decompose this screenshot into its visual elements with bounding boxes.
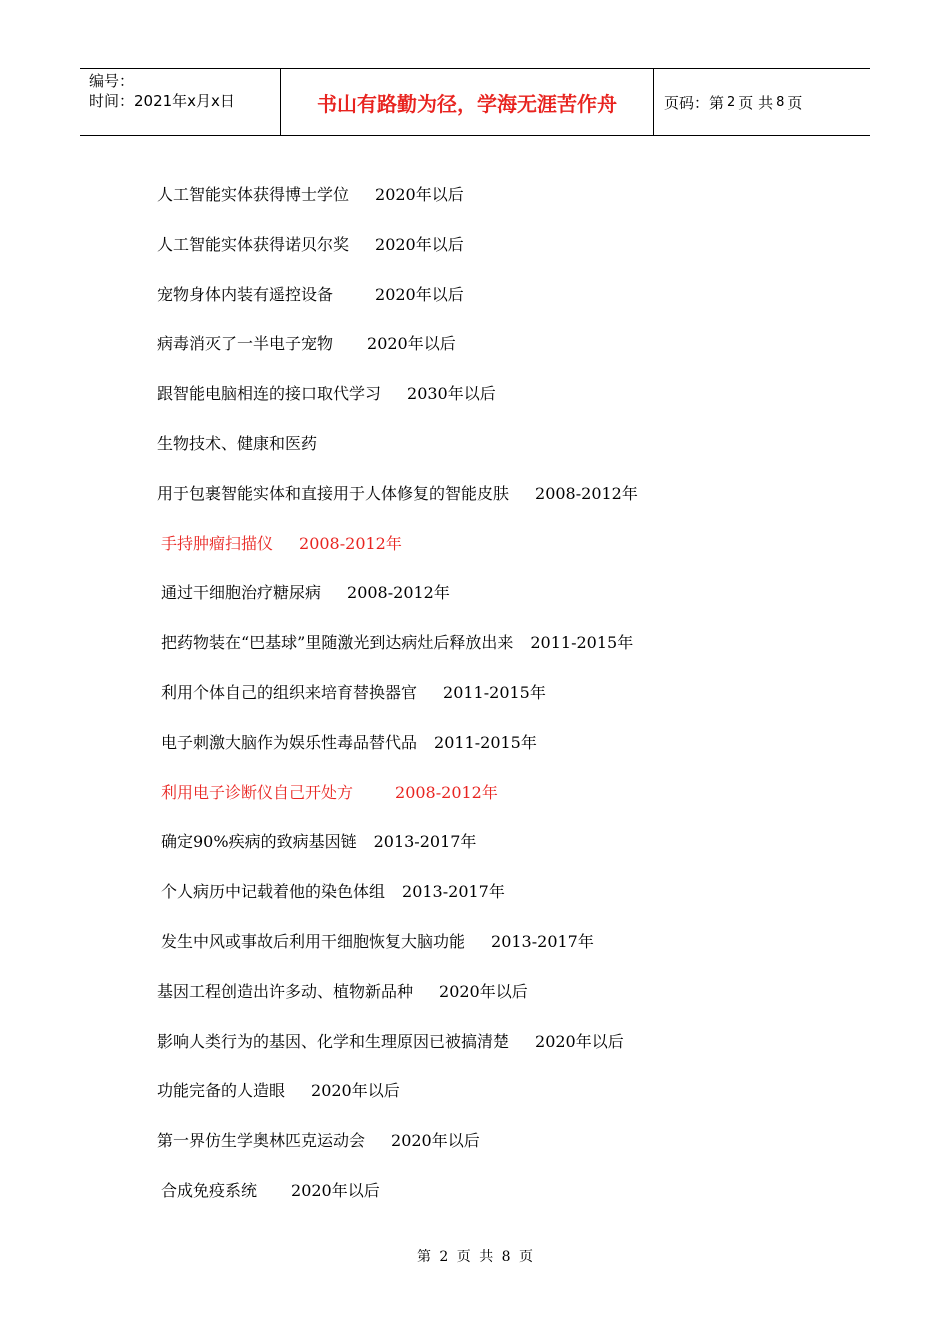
page-mid: 页 共 xyxy=(738,93,774,112)
item-date: 2013-2017年 xyxy=(491,932,594,951)
item-text: 人工智能实体获得博士学位 xyxy=(157,185,350,204)
list-item xyxy=(161,782,498,804)
item-text: 人工智能实体获得诺贝尔奖 xyxy=(157,235,350,254)
list-item xyxy=(157,483,638,505)
list-item xyxy=(161,582,450,604)
page-total: 8 xyxy=(776,94,785,110)
list-item xyxy=(161,533,402,555)
list-item xyxy=(161,881,505,903)
item-text: 基因工程创造出许多动、植物新品种 xyxy=(157,982,414,1001)
item-text: 宠物身体内装有遥控设备 xyxy=(157,285,334,304)
list-item xyxy=(161,931,594,953)
header-page-number xyxy=(654,69,870,135)
header-motto: 书山有路勤为径，学海无涯苦作舟 xyxy=(281,69,654,135)
item-text: 用于包裹智能实体和直接用于人体修复的智能皮肤 xyxy=(157,484,510,503)
item-date: 2020年以后 xyxy=(311,1081,400,1100)
item-date: 2008-2012年 xyxy=(535,484,638,503)
item-date: 2011-2015年 xyxy=(530,633,634,652)
item-text: 手持肿瘤扫描仪 xyxy=(161,534,274,553)
item-text: 第一界仿生学奥林匹克运动会 xyxy=(157,1131,366,1150)
item-date: 2008-2012年 xyxy=(299,534,402,553)
item-text: 生物技术、健康和医药 xyxy=(157,434,318,453)
item-text: 个人病历中记载着他的染色体组 xyxy=(161,882,386,901)
item-text: 利用个体自己的组织来培育替换器官 xyxy=(161,683,418,702)
list-item xyxy=(161,831,476,853)
list-item xyxy=(157,1130,480,1152)
list-item xyxy=(161,682,546,704)
page-prefix: 页码：第 xyxy=(664,93,725,112)
item-text: 发生中风或事故后利用干细胞恢复大脑功能 xyxy=(161,932,466,951)
page-suffix: 页 xyxy=(787,93,803,112)
item-text: 功能完备的人造眼 xyxy=(157,1081,286,1100)
item-text: 影响人类行为的基因、化学和生理原因已被搞清楚 xyxy=(157,1032,510,1051)
item-date: 2013-2017年 xyxy=(373,832,477,851)
item-date: 2008-2012年 xyxy=(395,783,498,802)
list-item xyxy=(157,234,464,256)
item-date: 2020年以后 xyxy=(439,982,528,1001)
item-text: 病毒消灭了一半电子宠物 xyxy=(157,334,334,353)
page-footer: 第 2 页 共 8 页 xyxy=(416,1249,534,1265)
item-text: 电子刺激大脑作为娱乐性毒品替代品 xyxy=(161,733,418,752)
list-item xyxy=(161,1180,380,1202)
list-item xyxy=(157,383,496,405)
list-item xyxy=(161,632,633,654)
item-date: 2011-2015年 xyxy=(434,733,537,752)
list-item xyxy=(157,284,464,306)
item-date: 2020年以后 xyxy=(375,185,464,204)
item-date: 2008-2012年 xyxy=(347,583,450,602)
list-item xyxy=(157,1080,400,1102)
item-text: 确定90%疾病的致病基因链 xyxy=(161,832,357,851)
list-item xyxy=(157,1031,624,1053)
page-current: 2 xyxy=(727,94,736,110)
list-item xyxy=(157,433,317,455)
item-text: 通过干细胞治疗糖尿病 xyxy=(161,583,322,602)
item-date: 2020年以后 xyxy=(291,1181,380,1200)
item-date: 2020年以后 xyxy=(367,334,456,353)
list-item xyxy=(157,981,528,1003)
item-text: 合成免疫系统 xyxy=(161,1181,258,1200)
item-date: 2030年以后 xyxy=(407,384,496,403)
item-date: 2020年以后 xyxy=(375,235,464,254)
document-number-label: 编号： xyxy=(89,72,135,90)
list-item xyxy=(161,732,537,754)
item-text: 跟智能电脑相连的接口取代学习 xyxy=(157,384,382,403)
item-date: 2020年以后 xyxy=(535,1032,624,1051)
list-item xyxy=(157,184,464,206)
item-date: 2013-2017年 xyxy=(402,882,505,901)
list-item xyxy=(157,333,456,355)
item-text: 利用电子诊断仪自己开处方 xyxy=(161,783,354,802)
item-date: 2020年以后 xyxy=(375,285,464,304)
document-date: 时间：2021年x月x日 xyxy=(89,92,235,110)
item-text: 把药物装在“巴基球”里随激光到达病灶后释放出来 xyxy=(161,633,514,652)
header-meta xyxy=(80,69,281,135)
page-header xyxy=(80,68,870,136)
item-date: 2011-2015年 xyxy=(443,683,546,702)
item-date: 2020年以后 xyxy=(391,1131,480,1150)
